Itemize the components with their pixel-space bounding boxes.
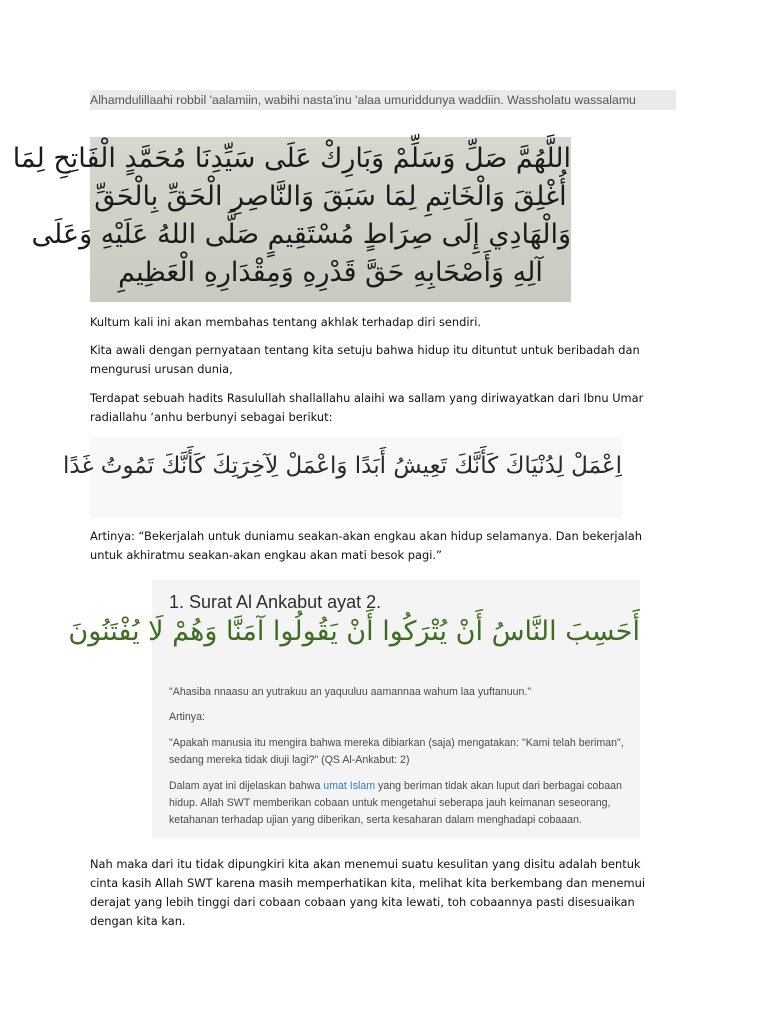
ayat-translation: "Apakah manusia itu mengira bahwa mereka dibiarkan (saja) mengatakan: "Kami telah beriman", sedang mereka tidak diuji lagi?" (QS Al-Ankabut: 2) [169,737,624,766]
artinya-label: Artinya: [169,711,205,723]
paragraph-hadith-meaning: Artinya: “Bekerjalah untuk duniamu seakan-akan engkau akan hidup selamanya. Dan bekerjalah untuk akhiratmu seakan-akan engkau akan mati besok pagi.” [90,529,642,562]
ayat-arabic-text: أَحَسِبَ النَّاسُ أَنْ يُتْرَكُوا أَنْ يَقُولُوا آمَنَّا وَهُمْ لَا يُفْتَنُونَ [68,616,640,647]
ayat-explanation [169,778,629,829]
ayat-transliteration: "Ahasiba nnaasu an yutrakuu an yaquuluu aamannaa wahum laa yuftanuun." [169,686,532,698]
umat-islam-link[interactable]: umat Islam [323,780,376,792]
salawat-image [12,137,571,302]
intro-line: Alhamdulillaahi robbil 'aalamiin, wabihi nasta'inu 'alaa umuriddunya waddiin. Wassholatu wassalamu [90,90,676,110]
hadith-arabic-text: اِعْمَلْ لِدُنْيَاكَ كَأَنَّكَ تَعِيشُ أَبَدًا وَاعْمَلْ لِآخِرَتِكَ كَأَنَّكَ تَمُوتُ غَدًا [63,453,622,479]
explanation-text-start: Dalam ayat ini dijelaskan bahwa [169,780,324,792]
paragraph-opening: Kita awali dengan pernyataan tentang kita setuju bahwa hidup itu dituntut untuk beribadah dan mengurusi urusan dunia, [90,343,640,376]
paragraph-closing: Nah maka dari itu tidak dipungkiri kita akan menemui suatu kesulitan yang disitu adalah bentuk cinta kasih Allah SWT karena masih memperhatikan kita, melihat kita berkembang dan menemui derajat yang lebih tinggi dari cobaan cobaan yang kita lewati, toh cobaannya pasti disesuaikan dengan kita kan. [90,857,646,928]
explanation-text-end: yang beriman tidak akan luput dari berbagai cobaan hidup. Allah SWT memberikan cobaan untuk mengetahui seberapa jauh keimanan seseorang, ketahanan terhadap ujian yang diberikan, serta kesaharan dalam menghadapi cobaaan. [169,780,622,826]
surah-title: 1. Surat Al Ankabut ayat 2. [169,592,382,612]
salawat-line-3: وَالْهَادِي إِلَى صِرَاطٍ مُسْتَقِيمٍ صَلَّى اللهُ عَلَيْهِ وَعَلَى [31,219,571,250]
salawat-line-2: أُغْلِقَ وَالْخَاتِمِ لِمَا سَبَقَ وَالنَّاصِرِ الْحَقِّ بِالْحَقِّ [94,181,567,212]
hadith-image [63,437,622,517]
salawat-line-4: آلِهِ وَأَصْحَابِهِ حَقَّ قَدْرِهِ وَمِقْدَارِهِ الْعَظِيمِ [118,257,543,288]
salawat-line-1: اللَّهُمَّ صَلِّ وَسَلِّمْ وَبَارِكْ عَلَى سَيِّدِنَا مُحَمَّدٍ الْفَاتِحِ لِمَا [12,143,571,174]
quran-verse-panel [68,580,640,838]
paragraph-hadith-intro: Terdapat sebuah hadits Rasulullah shallallahu alaihi wa sallam yang diriwayatkan dari Ibnu Umar radiallahu ‘anhu berbunyi sebagai berikut: [90,391,644,424]
paragraph-topic: Kultum kali ini akan membahas tentang akhlak terhadap diri sendiri. [90,315,482,329]
